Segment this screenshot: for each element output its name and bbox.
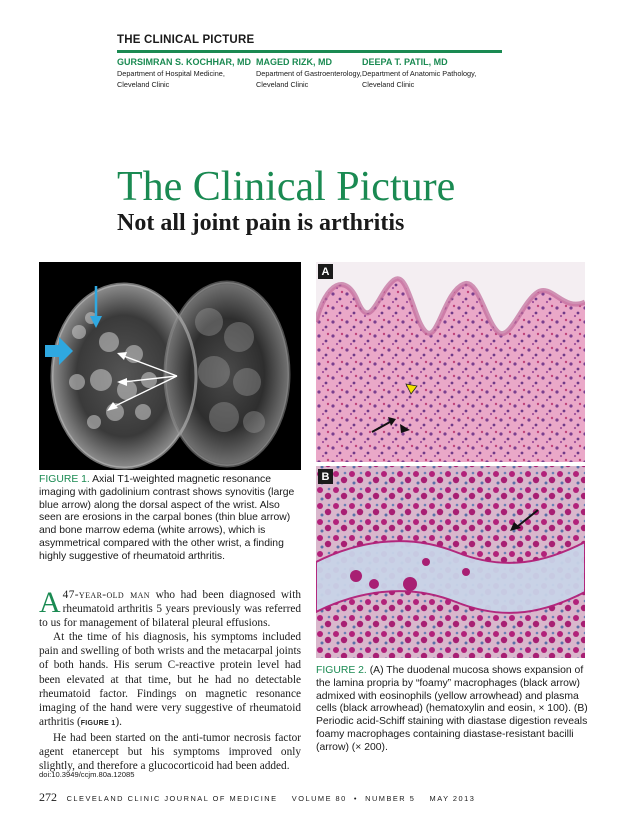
author-affiliation: Cleveland Clinic <box>117 80 170 89</box>
histology-illustration <box>316 262 585 658</box>
volume: VOLUME 80 <box>291 794 347 803</box>
figure-1-label: FIGURE 1. <box>39 474 90 485</box>
section-rule <box>117 50 502 53</box>
paragraph-1-text: who had been diagnosed with rheumatoid arthritis 5 years previously was referred to us for management of bilateral pleural effusions. <box>39 589 301 630</box>
article-subtitle: Not all joint pain is arthritis <box>117 210 405 236</box>
figure-1-caption <box>39 474 301 564</box>
author-affiliation: Cleveland Clinic <box>362 80 415 89</box>
lead-in: 47-year-old man <box>62 589 150 601</box>
figure-2-label: FIGURE 2. <box>316 665 367 676</box>
author-name: DEEPA T. PATIL, MD <box>362 57 448 67</box>
paragraph-2 <box>39 630 301 731</box>
author-affiliation: Cleveland Clinic <box>256 80 309 89</box>
author-affiliation: Department of Hospital Medicine, <box>117 69 225 78</box>
paragraph-3: He had been started on the anti-tumor necrosis factor agent etanercept but his symptoms improved only slightly, and therefore a glucocorticoid had been added. <box>39 731 301 773</box>
paragraph-1 <box>39 588 301 630</box>
figure-1-mri-image <box>39 262 301 470</box>
drop-cap: A <box>39 586 61 619</box>
article-body <box>39 588 301 773</box>
doi: doi:10.3949/ccjm.80a.12085 <box>39 770 135 779</box>
author-affiliation: Department of Anatomic Pathology, <box>362 69 477 78</box>
author-name: MAGED RIZK, MD <box>256 57 332 67</box>
issue-date: MAY 2013 <box>429 794 476 803</box>
page-footer <box>39 790 475 805</box>
page-number: 272 <box>39 790 57 804</box>
figure-1-caption-text: Axial T1-weighted magnetic resonance imaging with gadolinium contrast shows synovitis (large blue arrow) along the dorsal aspect of the wrist. Also seen are erosions in the carpal bones (thin blue arrow) and bone marrow edema (white arrows), which is asymmetrical compared with the other wrist, a finding highly suggestive of rheumatoid arthritis. <box>39 474 295 562</box>
article-title: The Clinical Picture <box>117 164 456 210</box>
issue-number: NUMBER 5 <box>365 794 416 803</box>
footer-bullet: • <box>353 794 358 803</box>
panel-a-label: A <box>318 264 333 279</box>
mri-illustration <box>39 262 301 470</box>
figure-2-caption <box>316 665 588 755</box>
author-2 <box>256 57 362 89</box>
panel-b-label: B <box>318 469 333 484</box>
author-name: GURSIMRAN S. KOCHHAR, MD <box>117 57 251 67</box>
figure-2-caption-text: (A) The duodenal mucosa shows expansion of the lamina propria by “foamy” macrophages (black arrow) admixed with eosinophils (yellow arrowhead) and plasma cells (black arrowhead) (hematoxylin and eosin, × 100). (B) Periodic acid-Schiff staining with diastase digestion reveals foamy macrophages containing diastase-resistant bacilli (arrow) (× 200). <box>316 665 588 753</box>
figure-1-reference: FIGURE 1 <box>80 719 116 727</box>
figure-2-histology <box>316 262 585 658</box>
section-label: THE CLINICAL PICTURE <box>117 34 255 46</box>
paragraph-2-end: ). <box>115 715 123 728</box>
paragraph-2-text: At the time of his diagnosis, his symptoms included pain and swelling of both wrists and the metacarpal joints of both hands. His serum C-reactive protein level had been elevated at that time, but he had no detectable rheumatoid factor. Findings on magnetic resonance imaging of the hand were very suggestive of rheumatoid arthritis ( <box>39 631 301 728</box>
author-3 <box>362 57 476 89</box>
journal-name: CLEVELAND CLINIC JOURNAL OF MEDICINE <box>66 794 278 803</box>
author-affiliation: Department of Gastroenterology, <box>256 69 362 78</box>
duodenal-mucosa <box>316 279 585 462</box>
author-1 <box>117 57 251 89</box>
